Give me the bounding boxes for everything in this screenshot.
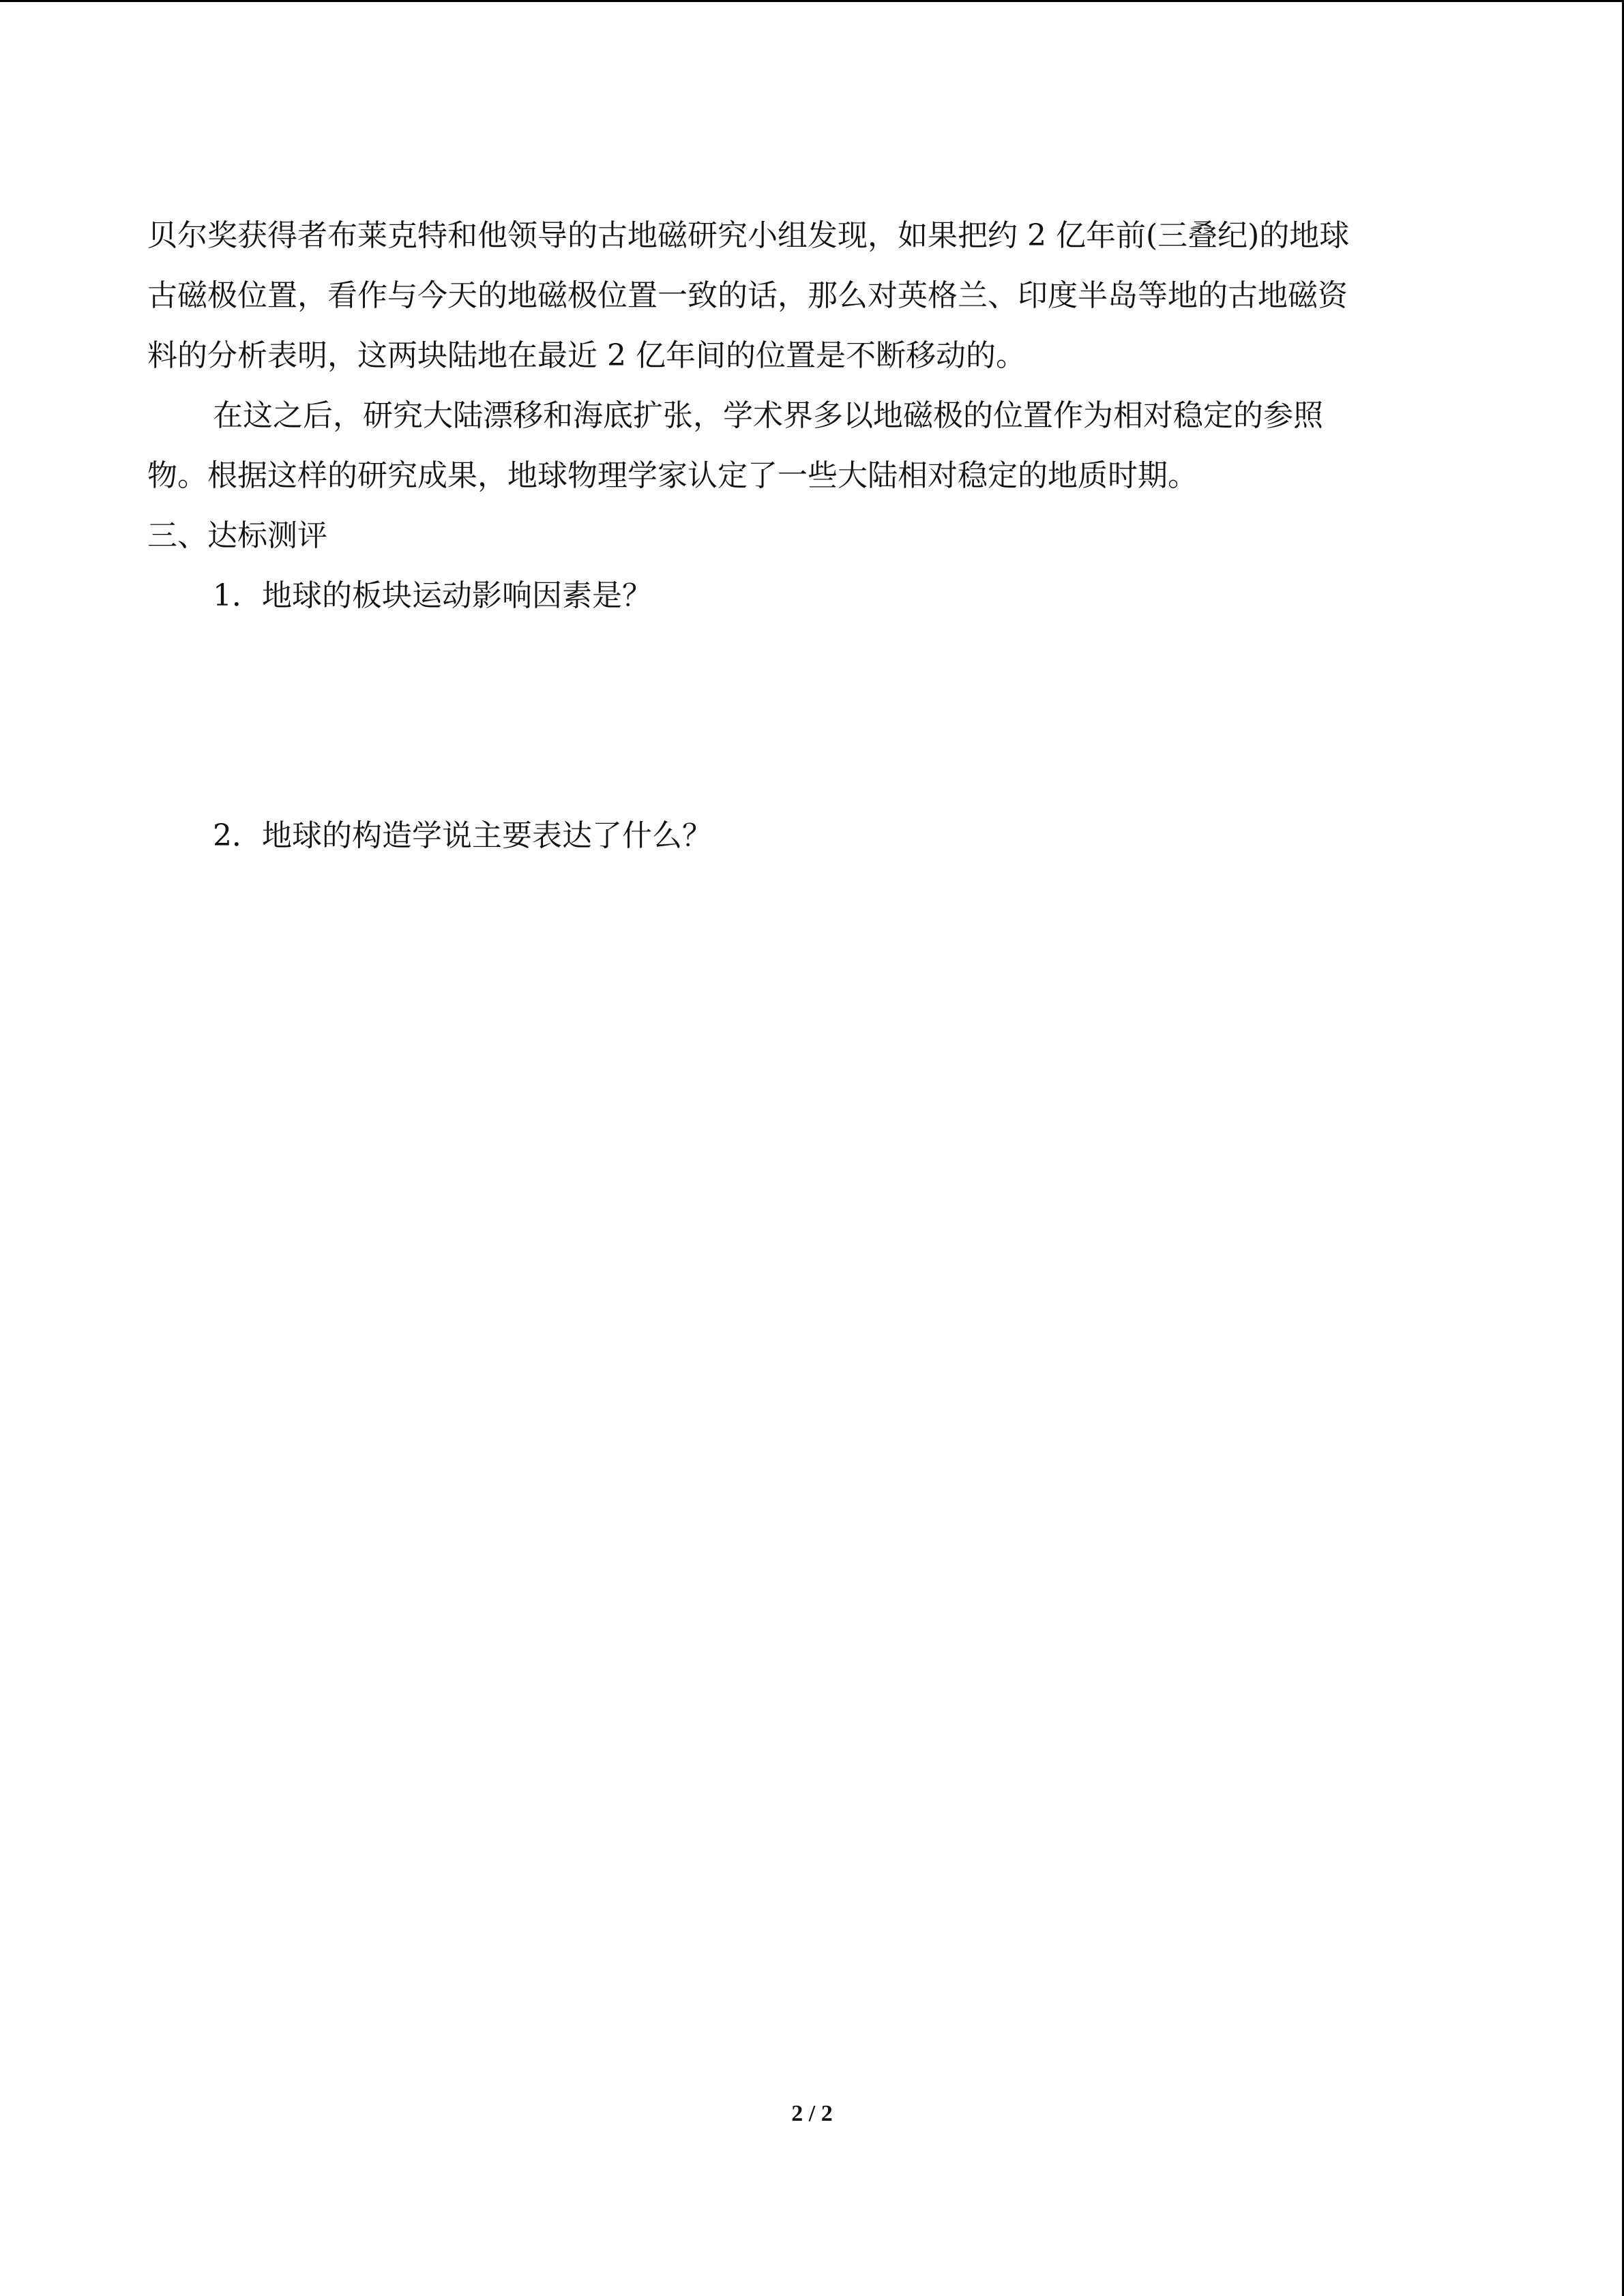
page-border-top [0,0,1624,2]
paragraph-1-line: 料的分析表明，这两块陆地在最近 2 亿年间的位置是不断移动的。 [147,338,1026,373]
question-1: 1．地球的板块运动影响因素是？ [213,578,652,613]
section-heading: 三、达标测评 [147,518,327,553]
paragraph-1-line: 古磁极位置，看作与今天的地磁极位置一致的话，那么对英格兰、印度半岛等地的古地磁资 [147,278,1348,313]
paragraph-1 [147,206,1477,386]
paragraph-2 [147,386,1477,506]
paragraph-2-line: 物。根据这样的研究成果，地球物理学家认定了一些大陆相对稳定的地质时期。 [147,458,1198,493]
page-number: 2 / 2 [791,2101,833,2126]
question-2: 2．地球的构造学说主要表达了什么？ [213,818,712,853]
paragraph-2-line: 在这之后，研究大陆漂移和海底扩张，学术界多以地磁极的位置作为相对稳定的参照 [213,398,1323,433]
document-body [147,206,1477,866]
paragraph-1-line: 贝尔奖获得者布莱克特和他领导的古地磁研究小组发现，如果把约 2 亿年前(三叠纪)的地球 [147,218,1350,253]
